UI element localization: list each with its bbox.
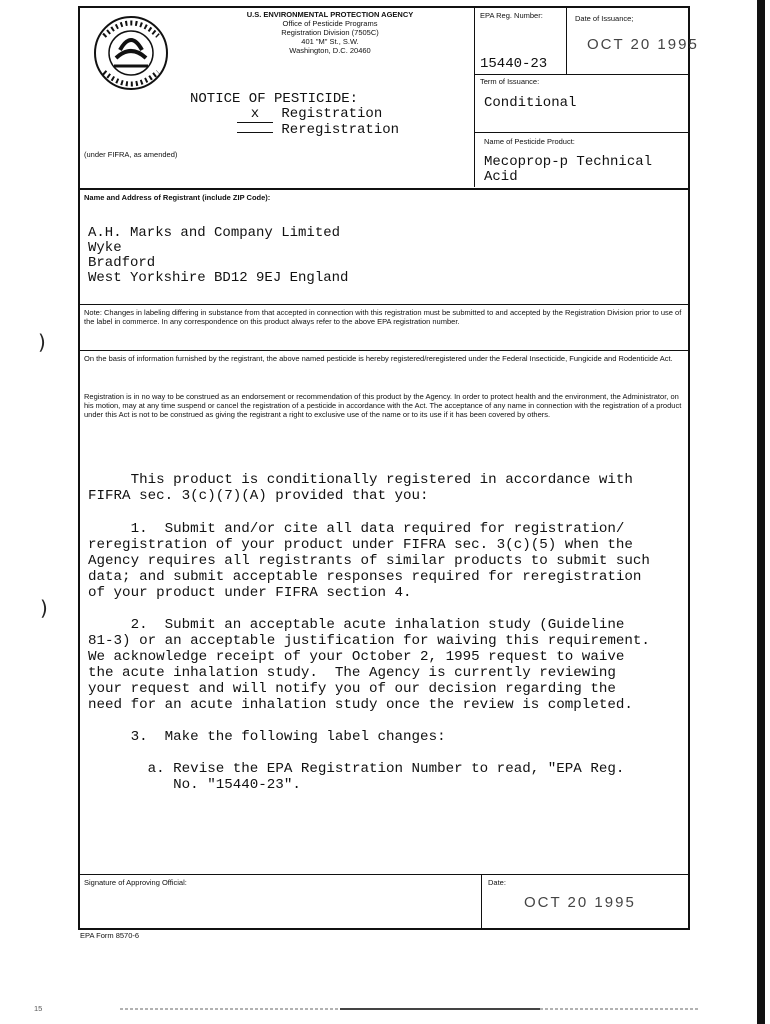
registrant-line4: West Yorkshire BD12 9EJ England [88, 270, 349, 286]
basis-statement: On the basis of information furnished by the registrant, the above named pesticide is hereby registered/reregistered under the Federal Insecticide, Fungicide and Rodenticide Act. [84, 354, 673, 363]
registrant-label: Name and Address of Registrant (include ZIP Code): [84, 193, 271, 202]
divider [474, 74, 688, 75]
registrant-address [88, 226, 348, 286]
body-item-3: 3. Make the following label changes: [88, 729, 446, 745]
agency-office: Office of Pesticide Programs [282, 19, 378, 28]
divider [474, 132, 688, 133]
divider [78, 350, 690, 351]
product-name-line2: Acid [484, 169, 518, 185]
signature-label: Signature of Approving Official: [84, 878, 187, 887]
body-item-3a: a. Revise the EPA Registration Number to read, "EPA Reg. No. "15440-23". [147, 761, 625, 793]
body-item-2: 2. Submit an acceptable acute inhalation study (Guideline 81-3) or an acceptable justification for waiving this requirement. We acknowledge receipt of your October 2, 1995 request to waive the acute inhalation study. The Agency is currently reviewing your request and will notify you of our decision regarding the need for an acute inhalation study once the review is completed. [88, 617, 650, 713]
disclaimer-text: Registration is in no way to be construed as an endorsement or recommendation of this product by the Agency. In order to protect health and the environment, the Administrator, on his motion, may at any time suspend or cancel the registration of a pesticide in accordance with the Act. The acceptance of any name in connection with the registration of a product under this Act is not to be construed as giving the registrant a right to exclusive use of the name or to its use if it has been covered by others. [84, 392, 682, 419]
header-divider [474, 6, 475, 187]
term-label: Term of Issuance: [480, 77, 540, 86]
page-corner-number: 15 [34, 1004, 43, 1013]
reregistration-checkmark [237, 132, 273, 133]
body-intro: This product is conditionally registered in accordance with FIFRA sec. 3(c)(7)(A) provided that you: [88, 472, 633, 504]
epa-seal-icon [92, 14, 170, 92]
divider [78, 304, 690, 305]
agency-street: 401 "M" St., S.W. [301, 37, 359, 46]
epa-reg-number: 15440-23 [480, 56, 548, 72]
divider [78, 188, 690, 190]
product-name [484, 155, 652, 185]
date-issuance-stamp: OCT 20 1995 [587, 36, 699, 53]
body-item-1: 1. Submit and/or cite all data required for registration/ reregistration of your product under FIFRA sec. 3(c)(5) when the Agency requires all registrants of similar products to submit such data; and submit acceptable responses required for reregistration of your product under FIFRA section 4. [88, 521, 650, 601]
date-divider [566, 6, 567, 74]
product-label: Name of Pesticide Product: [484, 137, 575, 146]
notice-title: NOTICE OF PESTICIDE: [190, 91, 359, 107]
margin-paren-mark: ) [38, 330, 46, 354]
signature-date-stamp: OCT 20 1995 [524, 894, 636, 911]
agency-header [200, 10, 460, 55]
margin-paren-mark: ) [40, 596, 48, 620]
epa-reg-label: EPA Reg. Number: [480, 11, 543, 20]
registration-label: Registration [281, 106, 383, 122]
agency-division: Registration Division (7505C) [281, 28, 379, 37]
registrant-line3: Bradford [88, 255, 156, 271]
registrant-name: A.H. Marks and Company Limited [88, 225, 341, 241]
under-fifra-note: (under FIFRA, as amended) [84, 150, 178, 159]
scan-edge-bar [757, 0, 765, 1024]
date-issuance-label: Date of Issuance; [575, 14, 634, 23]
scan-noise-line [120, 1006, 700, 1012]
option-reregistration [237, 123, 399, 138]
signature-date-label: Date: [488, 878, 506, 887]
form-id: EPA Form 8570-6 [80, 931, 140, 940]
agency-name: U.S. ENVIRONMENTAL PROTECTION AGENCY [246, 10, 414, 19]
term-value: Conditional [484, 95, 577, 111]
product-name-line1: Mecoprop-p Technical [484, 154, 653, 170]
reregistration-label: Reregistration [281, 122, 400, 138]
registrant-line2: Wyke [88, 240, 122, 256]
signature-divider [481, 874, 482, 930]
registration-checkmark: x [237, 107, 273, 123]
labeling-note: Note: Changes in labeling differing in substance from that accepted in connection with this registration must be submitted to and accepted by the Registration Division prior to use of the label in commerce. In any correspondence on this product always refer to the above EPA registration number. [84, 308, 682, 326]
option-registration [237, 107, 382, 123]
divider [78, 874, 690, 875]
agency-city: Washington, D.C. 20460 [289, 46, 371, 55]
